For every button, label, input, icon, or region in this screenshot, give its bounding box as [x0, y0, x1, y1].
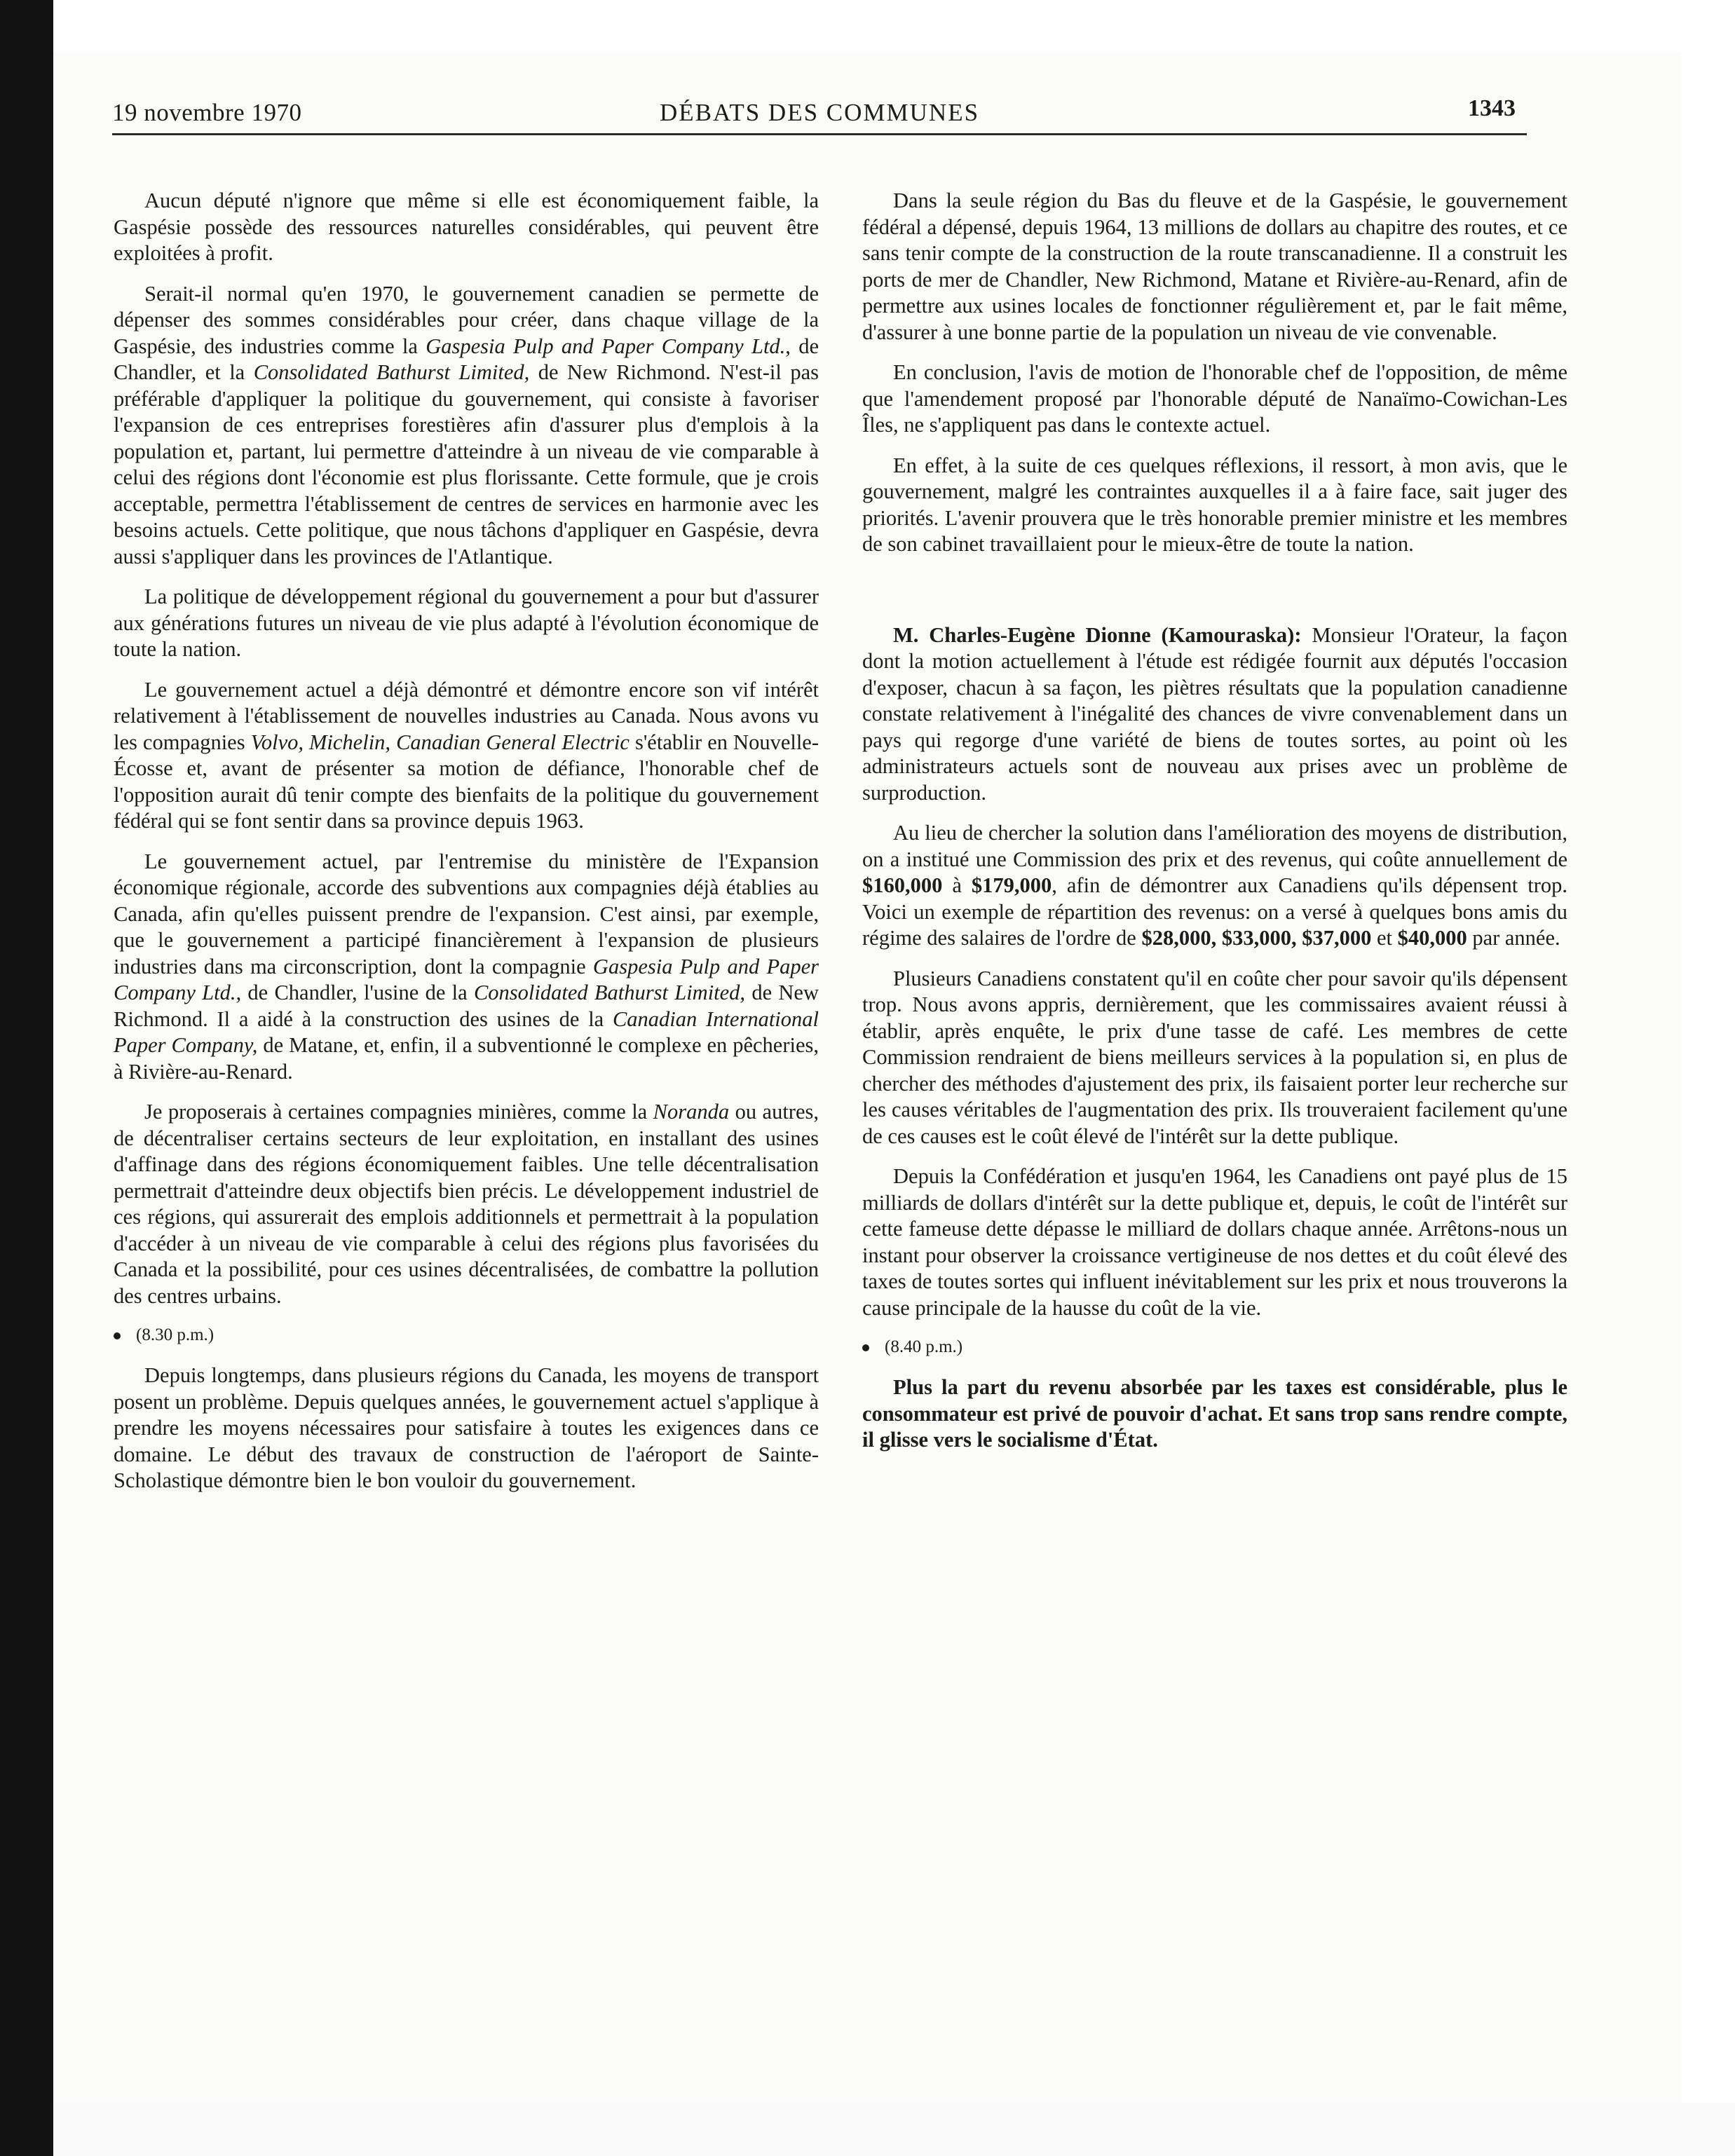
paragraph: Le gouvernement actuel a déjà démontré et démontre encore son vif intérêt relativement à l'établissement de nouvelles industries au Canada. Nous avons vu les compagnies Volvo, Michelin, Canadian General Electric s'établir en Nouvelle-Écosse et, avant de présenter sa motion de défiance, l'honorable chef de l'opposition aurait dû tenir compte des bienfaits de la politique du gouvernement fédéral qui se font sentir dans sa province depuis 1963.: [114, 677, 819, 833]
paragraph: Aucun député n'ignore que même si elle est économiquement faible, la Gaspésie possède des ressources naturelles considérables, qui peuvent être exploitées à profit.: [114, 189, 819, 265]
timestamp: (8.40 p.m.): [862, 1335, 1567, 1359]
paragraph: Je proposerais à certaines compagnies minières, comme la Noranda ou autres, de décentraliser certains secteurs de leur exploitation, en installant des usines d'affinage dans des régions économiquement faibles. Une telle décentralisation permettrait d'atteindre deux objectifs bien précis. Le développement industriel de ces régions, qui assurerait des emplois additionnels et permettrait à la population d'accéder à un niveau de vie comparable à celui des régions plus favorisées du Canada et la possibilité, pour ces usines décentralisées, de combattre la pollution des centres urbains.: [114, 1100, 819, 1308]
paragraph: La politique de développement régional du gouvernement a pour but d'assurer aux générations futures un niveau de vie plus adapté à l'évolution économique de toute la nation.: [114, 585, 819, 661]
paragraph: Depuis la Confédération et jusqu'en 1964, les Canadiens ont payé plus de 15 milliards de dollars d'intérêt sur la dette publique et, depuis, le coût de l'intérêt sur cette fameuse dette dépasse le milliard de dollars chaque année. Arrêtons-nous un instant pour observer la croissance vertigineuse de nos dettes et du coût élevé des taxes de toutes sortes qui influent inévitablement sur les prix et nous trouverons la cause principale de la hausse du coût de la vie.: [862, 1164, 1567, 1320]
header-title: DÉBATS DES COMMUNES: [659, 99, 980, 126]
paragraph: Le gouvernement actuel, par l'entremise du ministère de l'Expansion économique régionale, accorde des subventions aux compagnies déjà établies au Canada, afin qu'elles puissent prendre de l'expansion. C'est ainsi, par exemple, que le gouvernement a participé financièrement à l'expansion de plusieurs industries dans ma circonscription, dont la compagnie Gaspesia Pulp and Paper Company Ltd., de Chandler, l'usine de la Consolidated Bathurst Limited, de New Richmond. Il a aidé à la construction des usines de la Canadian International Paper Company, de Matane, et, enfin, il a subventionné le complexe en pêcheries, à Rivière-au-Renard.: [114, 849, 819, 1084]
speaker-paragraph: M. Charles-Eugène Dionne (Kamouraska): Monsieur l'Orateur, la façon dont la motion actuellement à l'étude est rédigée fournit aux députés l'occasion d'exposer, chacun à sa façon, les piètres résultats que la population canadienne constate relativement à l'inégalité des chances de vivre convenablement dans un pays qui regorge d'une variété de biens de toutes sortes, au point où les administrateurs actuels sont de nouveau aux prises avec un problème de surproduction.: [862, 622, 1567, 805]
paragraph: Depuis longtemps, dans plusieurs régions du Canada, les moyens de transport posent un problème. Depuis quelques années, le gouvernement actuel s'applique à prendre les moyens nécessaires pour satisfaire à toutes les exigences dans ce domaine. Le début des travaux de construction de l'aéroport de Sainte-Scholastique démontre bien le bon vouloir du gouvernement.: [114, 1363, 819, 1492]
paragraph: Au lieu de chercher la solution dans l'amélioration des moyens de distribution, on a institué une Commission des prix et des revenus, qui coûte annuellement de $160,000 à $179,000, afin de démontrer aux Canadiens qu'ils dépensent trop. Voici un exemple de répartition des revenus: on a versé à quelques bons amis du régime des salaires de l'ordre de $28,000, $33,000, $37,000 et $40,000 par année.: [862, 821, 1567, 950]
paragraph: Plusieurs Canadiens constatent qu'il en coûte cher pour savoir qu'ils dépensent trop. Nous avons appris, dernièrement, que les commissaires avaient réussi à établir, après enquête, le prix d'une tasse de café. Les membres de cette Commission rendraient de biens meilleurs services à la population si, en plus de chercher des méthodes d'ajustement des prix, ils faisaient porter leur recherche sur les causes véritables de l'augmentation des prix. Ils trouveraient facilement qu'une de ces causes est le coût élevé de l'intérêt sur la dette publique.: [862, 966, 1567, 1148]
paragraph: Serait-il normal qu'en 1970, le gouvernement canadien se permette de dépenser des sommes considérables pour créer, dans chaque village de la Gaspésie, des industries comme la Gaspesia Pulp and Paper Company Ltd., de Chandler, et la Consolidated Bathurst Limited, de New Richmond. N'est-il pas préférable d'appliquer la politique du gouvernement, qui consiste à favoriser l'expansion de ces entreprises forestières afin d'assurer plus d'emplois à la population et, partant, lui permettre d'atteindre à un niveau de vie comparable à celui des régions dont l'économie est plus florissante. Cette formule, que je crois acceptable, permettra l'établissement de centres de services en harmonie avec les besoins actuels. Cette politique, que nous tâchons d'appliquer en Gaspésie, devra aussi s'appliquer dans les provinces de l'Atlantique.: [114, 281, 819, 568]
scan-top-margin: [0, 0, 1735, 52]
left-column: [114, 188, 819, 1508]
paragraph: En effet, à la suite de ces quelques réflexions, il ressort, à mon avis, que le gouvernement, malgré les contraintes auxquelles il a à faire face, sait juger des priorités. L'avenir prouvera que le très honorable premier ministre et les membres de son cabinet travaillaient pour le mieux-être de toute la nation.: [862, 453, 1567, 556]
paragraph: En conclusion, l'avis de motion de l'honorable chef de l'opposition, de même que l'amendement proposé par l'honorable député de Nanaïmo-Cowichan-Les Îles, ne s'appliquent pas dans le contexte actuel.: [862, 360, 1567, 437]
header-date: 19 novembre 1970: [112, 99, 302, 126]
speaker-name: M. Charles-Eugène Dionne (Kamouraska):: [893, 622, 1302, 647]
scan-binding-edge: [0, 0, 53, 2156]
right-column: [862, 188, 1567, 1468]
bullet-icon: [114, 1332, 121, 1339]
page-number: 1343: [1468, 95, 1516, 121]
bullet-icon: [862, 1344, 869, 1351]
timestamp: (8.30 p.m.): [114, 1323, 819, 1347]
paragraph: Dans la seule région du Bas du fleuve et de la Gaspésie, le gouvernement fédéral a dépensé, depuis 1964, 13 millions de dollars au chapitre des routes, et ce sans tenir compte de la construction de la route transcanadienne. Il a construit les ports de mer de Chandler, New Richmond, Matane et Rivière-au-Renard, afin de permettre aux usines locales de fonctionner régulièrement et, par le fait même, d'assurer à une bonne partie de la population un niveau de vie convenable.: [862, 189, 1567, 344]
scan-bottom-margin: [53, 2103, 1735, 2156]
paragraph: Plus la part du revenu absorbée par les taxes est considérable, plus le consommateur est privé de pouvoir d'achat. Et sans trop sans rendre compte, il glisse vers le socialisme d'État.: [862, 1375, 1567, 1452]
page-header: [112, 93, 1527, 135]
